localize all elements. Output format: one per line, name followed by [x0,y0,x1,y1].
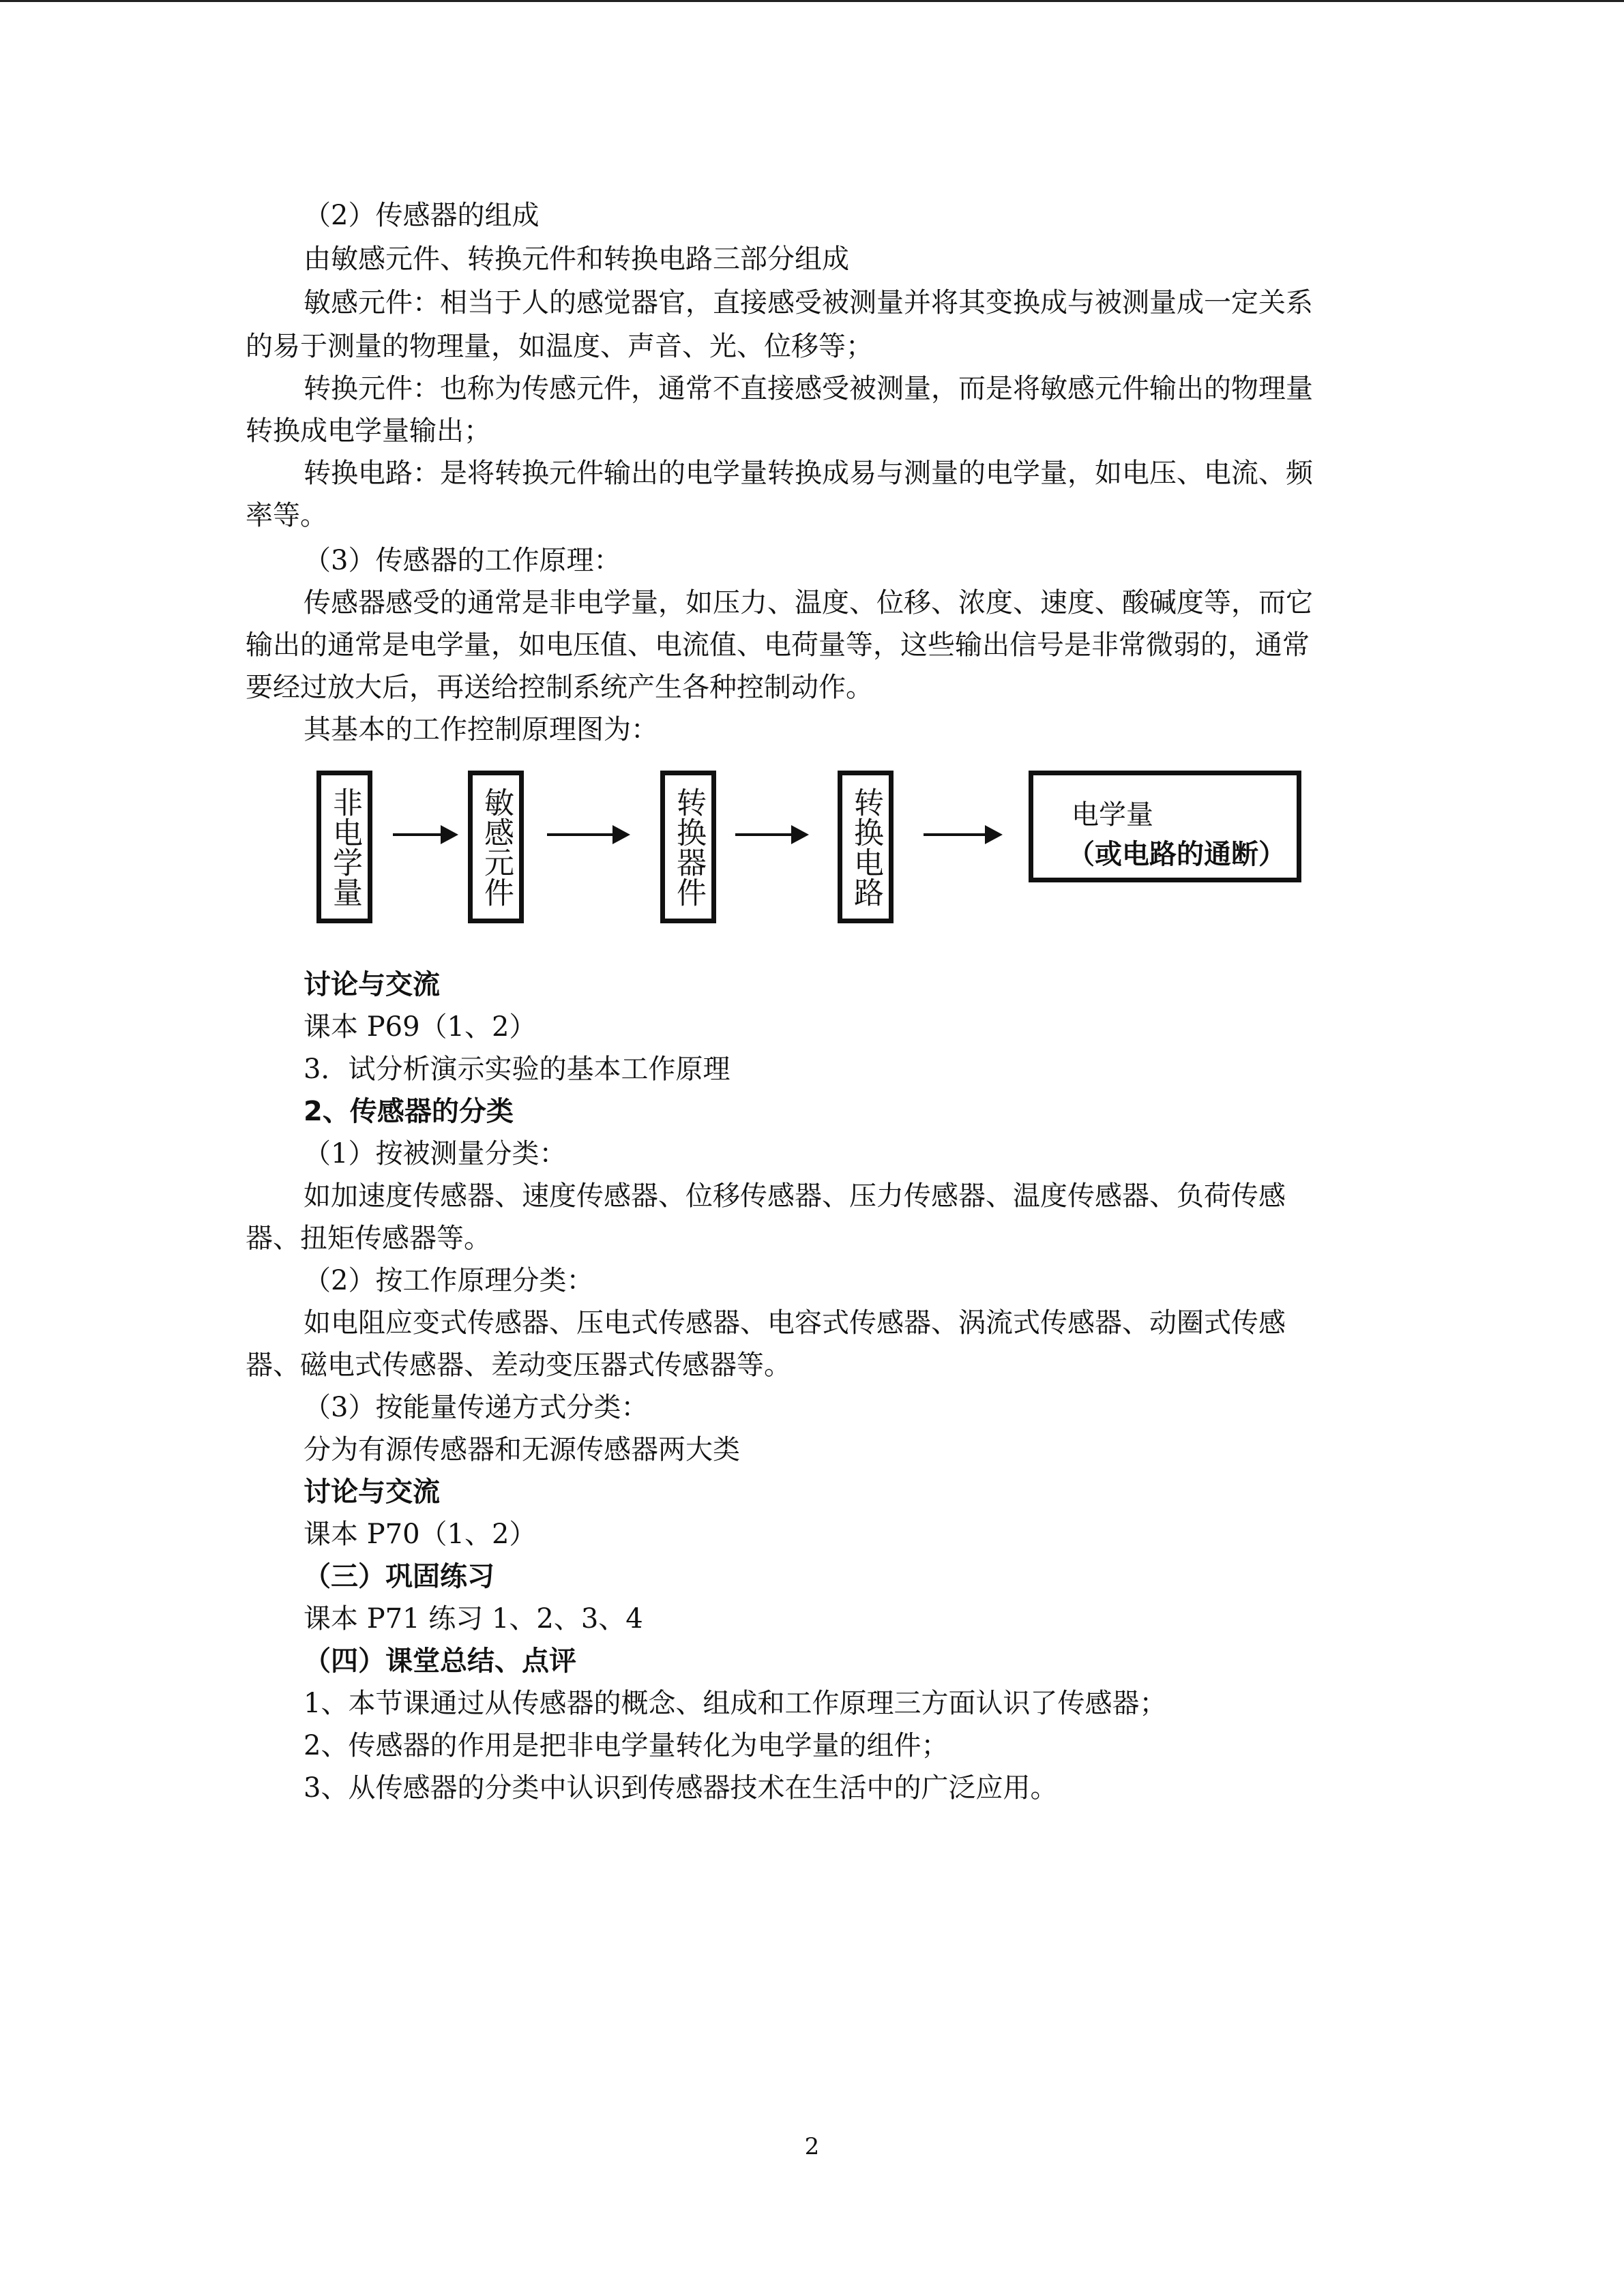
diagram-box-non-electrical [316,771,372,923]
arrow-icon [393,833,456,836]
paragraph-line: 的易于测量的物理量，如温度、声音、光、位移等； [246,331,873,362]
paragraph-line: 器、扭矩传感器等。 [246,1223,491,1254]
subheading: （3）按能量传递方式分类： [304,1392,649,1423]
page-number: 2 [804,2133,820,2160]
paragraph-line: 其基本的工作控制原理图为： [304,714,658,745]
diagram-box-label: 转换电路 [848,787,883,907]
output-sublabel: （或电路的通断） [1067,839,1286,870]
paragraph-line: 转换元件：也称为传感元件，通常不直接感受被测量，而是将敏感元件输出的物理量 [304,373,1313,404]
section-heading-practice: （三）巩固练习 [304,1561,494,1592]
paragraph-line: 3、从传感器的分类中认识到传感器技术在生活中的广泛应用。 [304,1772,1058,1804]
section-heading-principle: （3）传感器的工作原理： [304,545,621,576]
paragraph-line: 转换电路：是将转换元件输出的电学量转换成易与测量的电学量，如电压、电流、频 [304,458,1313,489]
paragraph-line: 要经过放大后，再送给控制系统产生各种控制动作。 [246,672,873,703]
paragraph-line: 传感器感受的通常是非电学量，如压力、温度、位移、浓度、速度、酸碱度等，而它 [304,587,1313,618]
diagram-box-converter [660,771,716,923]
top-border [0,0,1624,2]
paragraph-line: 敏感元件：相当于人的感觉器官，直接感受被测量并将其变换成与被测量成一定关系 [304,287,1313,318]
paragraph-line: 如电阻应变式传感器、压电式传感器、电容式传感器、涡流式传感器、动圈式传感 [304,1307,1286,1339]
diagram-box-conversion-circuit [838,771,894,923]
discussion-heading: 讨论与交流 [304,1476,440,1508]
diagram-box-label: 非电学量 [327,787,362,907]
arrow-icon [924,833,1000,836]
subheading: （2）按工作原理分类： [304,1265,594,1296]
diagram-box-sensitive-element [468,771,524,923]
section-heading-classification: 2、传感器的分类 [304,1096,514,1127]
arrow-icon [547,833,628,836]
diagram-box-label: 转换器件 [671,787,706,907]
paragraph-line: 1、本节课通过从传感器的概念、组成和工作原理三方面认识了传感器； [304,1688,1167,1719]
paragraph-line: 分为有源传感器和无源传感器两大类 [304,1434,740,1465]
discussion-heading: 讨论与交流 [304,969,440,1000]
subheading: （1）按被测量分类： [304,1138,567,1169]
paragraph-line: 课本 P71 练习 1、2、3、4 [304,1603,643,1635]
diagram-box-label: 敏感元件 [479,787,514,907]
paragraph-line: 2、传感器的作用是把非电学量转化为电学量的组件； [304,1730,949,1761]
paragraph-line: 由敏感元件、转换元件和转换电路三部分组成 [304,243,849,275]
arrow-icon [735,833,806,836]
paragraph-line: 率等。 [246,500,327,531]
paragraph-line: 课本 P70（1、2） [304,1519,537,1550]
paragraph-line: 转换成电学量输出； [246,415,491,447]
diagram-box-output [1029,771,1301,882]
section-heading-summary: （四）课堂总结、点评 [304,1645,576,1677]
output-label: 电学量 [1072,799,1153,831]
principle-diagram [307,764,1316,927]
paragraph-line: 如加速度传感器、速度传感器、位移传感器、压力传感器、温度传感器、负荷传感 [304,1180,1286,1212]
paragraph-line: 课本 P69（1、2） [304,1011,537,1043]
paragraph-line: 3．试分析演示实验的基本工作原理 [304,1054,730,1085]
paragraph-line: 输出的通常是电学量，如电压值、电流值、电荷量等，这些输出信号是非常微弱的，通常 [246,629,1310,661]
section-heading-composition: （2）传感器的组成 [304,200,540,231]
paragraph-line: 器、磁电式传感器、差动变压器式传感器等。 [246,1350,791,1381]
